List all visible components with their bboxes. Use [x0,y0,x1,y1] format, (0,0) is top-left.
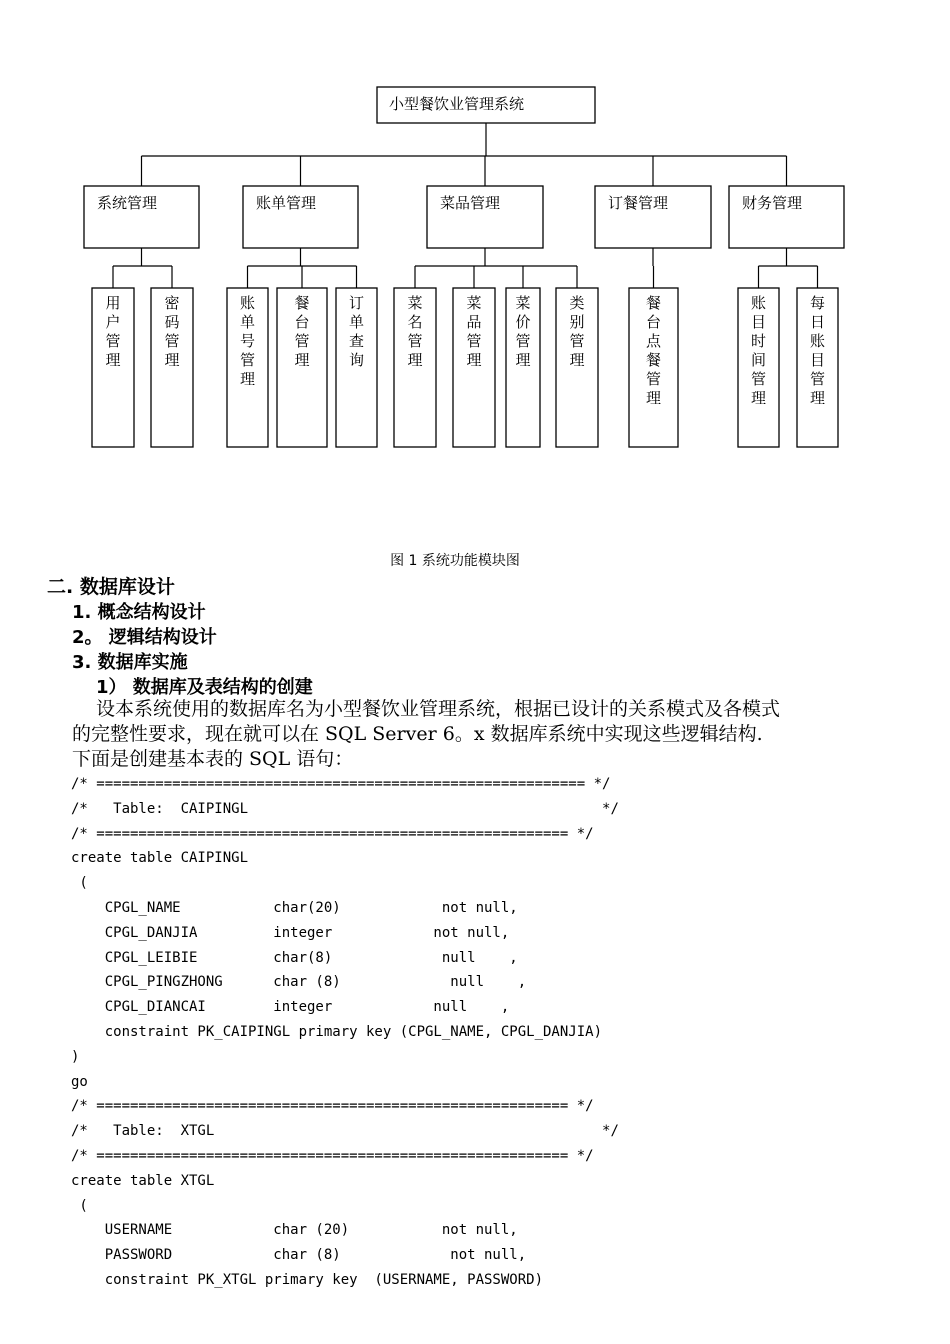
submodule-label-char: 管 [809,370,826,388]
code-line: /* ======================================================== */ [71,1148,594,1164]
submodule-label-char: 管 [750,370,767,388]
submodule-label-char: 台 [645,313,662,331]
submodule-label-char: 别 [569,313,585,331]
module-label: 系统管理 [97,194,158,212]
code-line: ( [71,1197,88,1214]
submodule-label-char: 菜 [515,294,531,312]
code-line: CPGL_DANJIA integer not null, [71,924,510,941]
module-diagram [0,0,950,545]
subsection-heading-2: 2。 逻辑结构设计 [72,627,217,648]
submodule-label-char: 餐 [645,351,662,369]
submodule-label-char: 管 [569,332,585,350]
submodule-label-char: 理 [239,370,256,388]
submodule-label-char: 类 [569,294,585,312]
submodule-label-char: 单 [348,313,365,331]
submodule-label-char: 户 [105,313,121,331]
submodule-label-char: 理 [164,351,180,369]
code-line: CPGL_LEIBIE char(8) null , [71,949,518,966]
code-line: create table CAIPINGL [71,850,249,867]
submodule-label-char: 账 [809,332,826,350]
submodule-label-char: 管 [407,332,423,350]
subsection-heading-1: 1. 概念结构设计 [72,602,206,623]
code-line: go [71,1073,88,1090]
submodule-label-char: 每 [809,294,826,312]
submodule-label-char: 理 [809,389,826,407]
code-line: constraint PK_CAIPINGL primary key (CPGL_NAME, CPGL_DANJIA) [71,1024,603,1040]
submodule-label-char: 目 [750,313,767,331]
submodule-label-char: 账 [239,294,256,312]
submodule-label-char: 单 [239,313,256,331]
code-line: /* ======================================================== */ [71,825,594,842]
submodule-label-char: 价 [515,313,531,331]
submodule-label-char: 账 [750,294,767,312]
submodule-label-char: 理 [105,351,121,369]
submodule-label-char: 时 [750,332,767,350]
submodule-label-char: 理 [466,351,482,369]
submodule-label-char: 点 [645,332,662,350]
submodule-label-char: 用 [105,294,121,312]
code-line: ( [71,875,88,892]
submodule-label-char: 管 [294,332,310,350]
submodule-label-char: 间 [750,351,767,369]
submodule-label-char: 理 [294,351,310,369]
submodule-label-char: 台 [294,313,310,331]
module-label: 订餐管理 [608,194,669,212]
submodule-label-char: 管 [105,332,121,350]
code-line: CPGL_PINGZHONG char (8) null , [71,974,527,991]
submodule-label-char: 菜 [407,294,423,312]
submodule-label-char: 目 [809,351,826,369]
figure-caption: 图 1 系统功能模块图 [390,553,520,569]
section-heading: 二. 数据库设计 [47,576,175,598]
paragraph-line-2: 的完整性要求，现在就可以在 SQL Server 6。x 数据库系统中实现这些逻辑结构. [72,723,763,745]
code-line: ) [71,1048,80,1065]
submodule-label-char: 餐 [294,294,310,312]
submodule-label-char: 询 [348,351,365,369]
submodule-label-char: 理 [645,389,662,407]
code-line: USERNAME char (20) not null, [71,1222,518,1239]
paragraph-line-1: 设本系统使用的数据库名为小型餐饮业管理系统，根据已设计的关系模式及各模式 [96,698,781,720]
submodule-label-char: 管 [645,370,662,388]
code-line: create table XTGL [71,1172,215,1189]
submodule-label-char: 密 [164,294,180,312]
code-line: /* ========================================================== */ [71,776,611,792]
code-line: /* ======================================================== */ [71,1098,594,1115]
submodule-label-char: 理 [569,351,585,369]
submodule-label-char: 管 [239,351,256,369]
submodule-label-char: 菜 [466,294,482,312]
sub-subsection-heading: 1） 数据库及表结构的创建 [96,677,313,698]
submodule-label-char: 管 [164,332,180,350]
code-line: CPGL_DIANCAI integer null , [71,999,510,1016]
submodule-label-char: 理 [407,351,423,369]
code-line: constraint PK_XTGL primary key (USERNAME, PASSWORD) [71,1272,544,1288]
submodule-label-char: 订 [348,294,365,312]
subsection-heading-3: 3. 数据库实施 [72,652,188,673]
submodule-label-char: 餐 [645,294,662,312]
module-label: 财务管理 [742,194,803,212]
module-label: 账单管理 [256,194,317,212]
submodule-label-char: 日 [809,313,826,331]
code-line: /* Table: CAIPINGL */ [71,800,619,817]
paragraph-intro-sql: 下面是创建基本表的 SQL 语句： [72,748,354,770]
submodule-label-char: 码 [164,313,180,331]
root-label: 小型餐饮业管理系统 [389,95,525,113]
code-line: CPGL_NAME char(20) not null, [71,900,518,916]
submodule-label-char: 查 [348,332,365,350]
code-line: PASSWORD char (8) not null, [71,1247,527,1264]
submodule-label-char: 理 [515,351,531,369]
submodule-label-char: 理 [750,389,767,407]
submodule-label-char: 品 [466,313,482,331]
submodule-label-char: 管 [466,332,482,350]
module-label: 菜品管理 [440,194,501,212]
submodule-label-char: 名 [407,313,423,331]
code-line: /* Table: XTGL */ [71,1123,619,1140]
submodule-label-char: 号 [239,332,256,350]
submodule-label-char: 管 [515,332,531,350]
